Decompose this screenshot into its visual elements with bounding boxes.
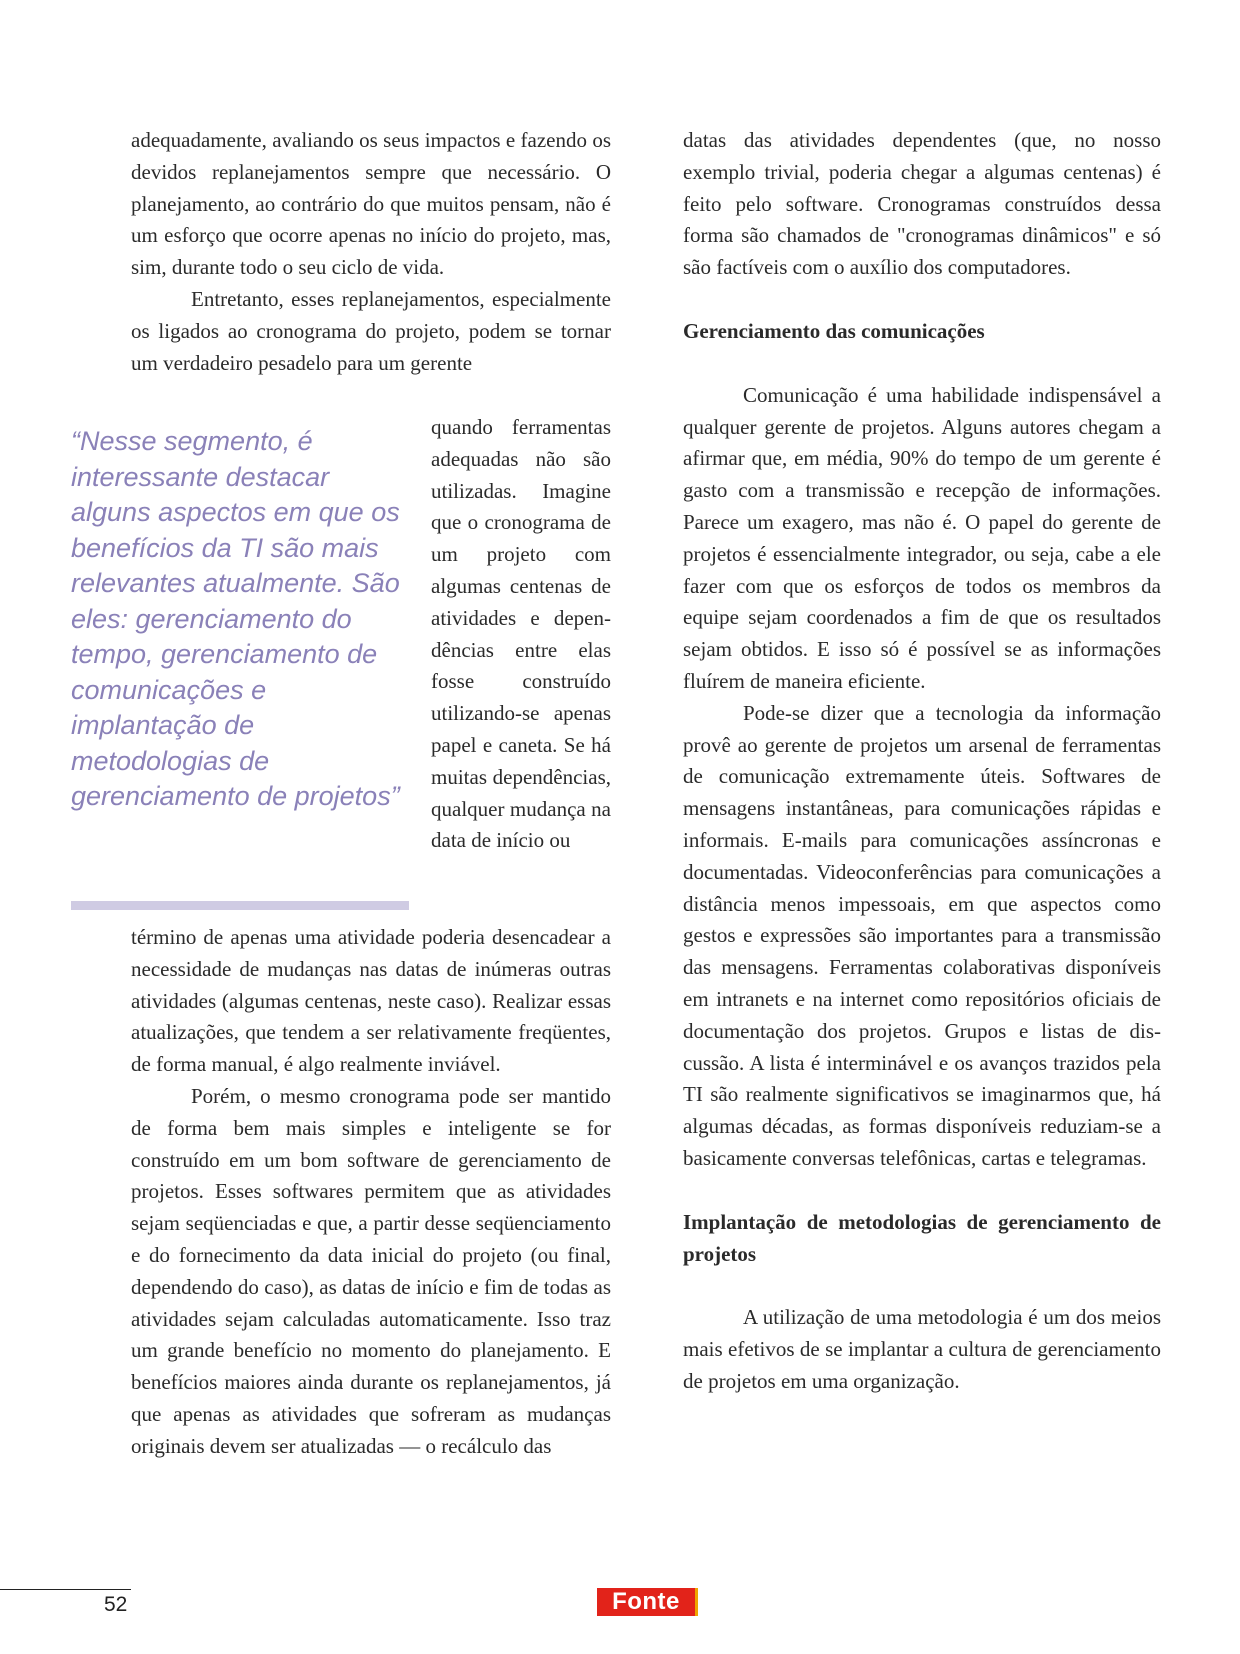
body-paragraph: término de apenas uma atividade poderia desencadear a necessidade de mudanças nas datas de inúmeras outras atividades (algumas centenas, neste caso). Realizar essas atualizações, que tendem a ser relativamente freqüentes, de forma manual, é algo realmente inviável. [131,925,611,1077]
body-paragraph: Comunicação é uma habilidade indispensável a qualquer gerente de projetos. Alguns autores chegam a afirmar que, em média, 90% do tempo de um gerente é gasto com a transmissão e recepção de informações. Parece um exagero, mas não é. O papel do gerente de projetos é essencialmente integrador, ou seja, cabe a ele fazer com que os esforços de todos os membros da equipe sejam coordenados a fim de que os resultados sejam obtidos. E isso só é possível se as informações fluírem de maneira eficiente. [683,382,1161,693]
section-heading: Gerenciamento das comunicações [683,318,985,343]
left-column-top [131,125,611,379]
right-column [683,125,1161,1398]
fonte-logo [597,1588,695,1616]
footer-rule [0,1589,131,1590]
body-paragraph: Pode-se dizer que a tecnologia da informação provê ao gerente de projetos um arsenal de ferramentas de comunicação extremamente úteis. Softwares de mensagens instantâneas, para comunicações rápidas e informais. E-mails para comunicações assíncronas e documentadas. Videoconferências para comunicações a distância menos impessoais, em que aspectos como gestos e expressões são importantes para a transmissão das mensagens. Ferramentas colaborativas disponíveis em intranets e na internet como repositórios oficiais de documentação dos projetos. Grupos e listas de discussão. A lista é interminável e os avanços trazidos pela TI são realmente significativos se imaginarmos que, há algumas décadas, as formas disponíveis reduziam-se a basicamente conversas telefônicas, cartas e telegramas. [683,700,1161,1170]
logo-text: Fonte [612,1588,680,1615]
body-paragraph: adequadamente, avaliando os seus impactos e fazendo os devidos replanejamentos sempre que necessário. O planejamento, ao contrário do que muitos pensam, não é um esforço que ocorre apenas no início do projeto, mas, sim, durante todo o seu ciclo de vida. [131,128,611,280]
page-number: 52 [104,1593,128,1616]
pull-quote-rule [71,901,409,910]
pull-quote: “Nesse segmento, é interessante destacar alguns aspectos em que os benefícios da TI são mais relevantes atualmente. São eles: gerenciamento do tempo, gerenciamento de comunicações e implantação de metodologias de gerenciamento de projetos” [71,426,400,811]
left-column-narrow [431,412,611,857]
left-column-bottom [131,922,611,1463]
body-paragraph: datas das atividades dependentes (que, no nosso exemplo trivial, poderia chegar a algumas centenas) é feito pelo software. Cronogramas construídos dessa forma são chamados de "cronogramas dinâmicos" e só são factíveis com o auxílio dos computadores. [683,128,1161,280]
body-paragraph: Entretanto, esses replanejamentos, especialmente os ligados ao cronograma do projeto, podem se tornar um verdadeiro pesadelo para um gerente [131,286,611,375]
body-paragraph: A utilização de uma metodologia é um dos meios mais efetivos de se implantar a cultura de gerenciamento de projetos em uma organização. [683,1305,1161,1393]
body-paragraph: quando ferramentas adequadas não são utilizadas. Imagine que o cronograma de um projeto com algumas centenas de atividades e dependências entre elas fosse construído utilizando-se apenas papel e caneta. Se há muitas dependências, qualquer mudança na data de início ou [431,415,611,853]
body-paragraph: Porém, o mesmo cronograma pode ser mantido de forma bem mais simples e inteligente se for construído em um bom software de gerenciamento de projetos. Esses softwares permitem que as atividades sejam seqüenciadas e que, a partir desse seqüenciamento e do fornecimento da data inicial do projeto (ou final, dependendo do caso), as datas de início e fim de todas as atividades sejam calculadas automaticamente. Isso traz um grande benefício no momento do planejamento. E benefícios maiores ainda durante os replanejamentos, já que apenas as atividades que sofreram as mudanças originais devem ser atualizadas — o recálculo das [131,1083,611,1458]
section-heading: Implantação de metodologias de gerenciamento de projetos [683,1209,1161,1266]
